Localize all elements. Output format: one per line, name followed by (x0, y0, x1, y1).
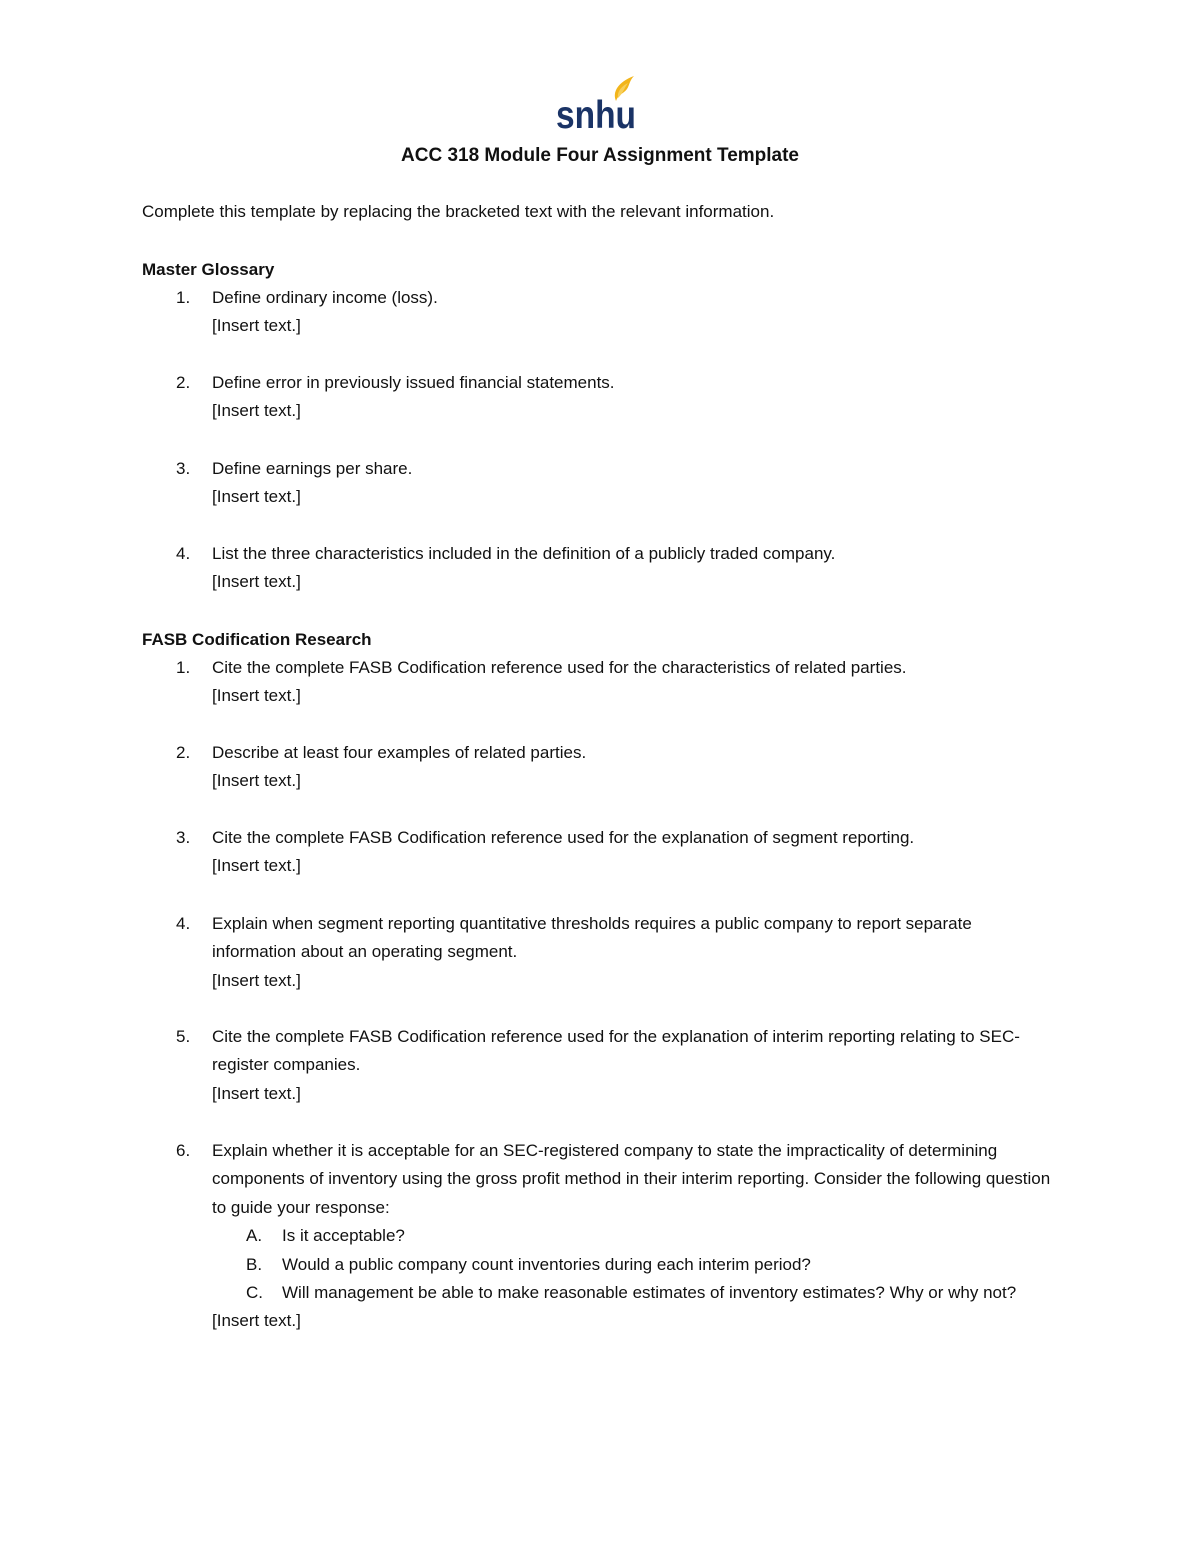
section-heading-fasb-codification: FASB Codification Research (142, 630, 372, 649)
list-item (142, 540, 1062, 597)
answer-placeholder: [Insert text.] (212, 1311, 301, 1331)
item-question: List the three characteristics included in the definition of a publicly traded company. (212, 544, 836, 563)
item-question: Cite the complete FASB Codification reference used for the explanation of segment reporting. (212, 828, 915, 847)
answer-placeholder: [Insert text.] (212, 401, 301, 421)
list-item (142, 455, 1062, 512)
list-item (142, 654, 1062, 711)
sub-item-text: Is it acceptable? (282, 1226, 405, 1246)
page-title: ACC 318 Module Four Assignment Template (401, 145, 799, 166)
item-question: Explain when segment reporting quantitative thresholds requires a public company to report separate information about an operating segment. (212, 914, 972, 962)
sub-item-text: Would a public company count inventories during each interim period? (282, 1254, 811, 1274)
list-item (142, 1137, 1062, 1336)
item-number: 3. (176, 459, 191, 478)
item-question: Define error in previously issued financial statements. (212, 373, 615, 392)
sub-item-letter: A. (246, 1226, 263, 1246)
item-question: Cite the complete FASB Codification reference used for the characteristics of related parties. (212, 658, 907, 677)
item-number: 5. (176, 1027, 191, 1046)
logo-wordmark: snhu (556, 94, 636, 132)
list-item (142, 910, 1062, 995)
item-number: 1. (176, 288, 191, 307)
sub-item-text: Will management be able to make reasonable estimates of inventory estimates? Why or why not? (282, 1283, 1017, 1303)
list-item (142, 824, 1062, 881)
answer-placeholder: [Insert text.] (212, 771, 301, 791)
list-item (142, 284, 1062, 341)
answer-placeholder: [Insert text.] (212, 487, 301, 507)
item-number: 3. (176, 828, 191, 847)
item-number: 4. (176, 914, 191, 933)
item-number: 1. (176, 658, 191, 677)
item-question: Cite the complete FASB Codification reference used for the explanation of interim reporting relating to SEC-register companies. (212, 1027, 1020, 1075)
item-question: Define ordinary income (loss). (212, 288, 438, 307)
item-number: 6. (176, 1141, 191, 1160)
sub-item (246, 1251, 1062, 1279)
list-item (142, 1023, 1062, 1108)
item-question: Define earnings per share. (212, 459, 413, 478)
sub-item (246, 1279, 1062, 1307)
answer-placeholder: [Insert text.] (212, 856, 301, 876)
answer-placeholder: [Insert text.] (212, 970, 301, 990)
answer-placeholder: [Insert text.] (212, 686, 301, 706)
item-number: 2. (176, 373, 191, 392)
snhu-logo (554, 74, 640, 132)
sub-item (246, 1222, 1062, 1250)
answer-placeholder: [Insert text.] (212, 572, 301, 592)
intro-text: Complete this template by replacing the bracketed text with the relevant information. (142, 202, 775, 221)
answer-placeholder: [Insert text.] (212, 316, 301, 336)
section-heading-master-glossary: Master Glossary (142, 260, 275, 279)
item-number: 2. (176, 743, 191, 762)
item-number: 4. (176, 544, 191, 563)
item-question: Explain whether it is acceptable for an SEC-registered company to state the impracticality of determining components of inventory using the gross profit method in their interim reporting. Consider the following question to guide your response: (212, 1141, 1051, 1217)
list-item (142, 739, 1062, 796)
sub-item-letter: B. (246, 1254, 263, 1274)
sub-item-letter: C. (246, 1283, 263, 1303)
snhu-logo-graphic (554, 74, 640, 132)
answer-placeholder: [Insert text.] (212, 1083, 301, 1103)
list-item (142, 369, 1062, 426)
item-question: Describe at least four examples of related parties. (212, 743, 587, 762)
